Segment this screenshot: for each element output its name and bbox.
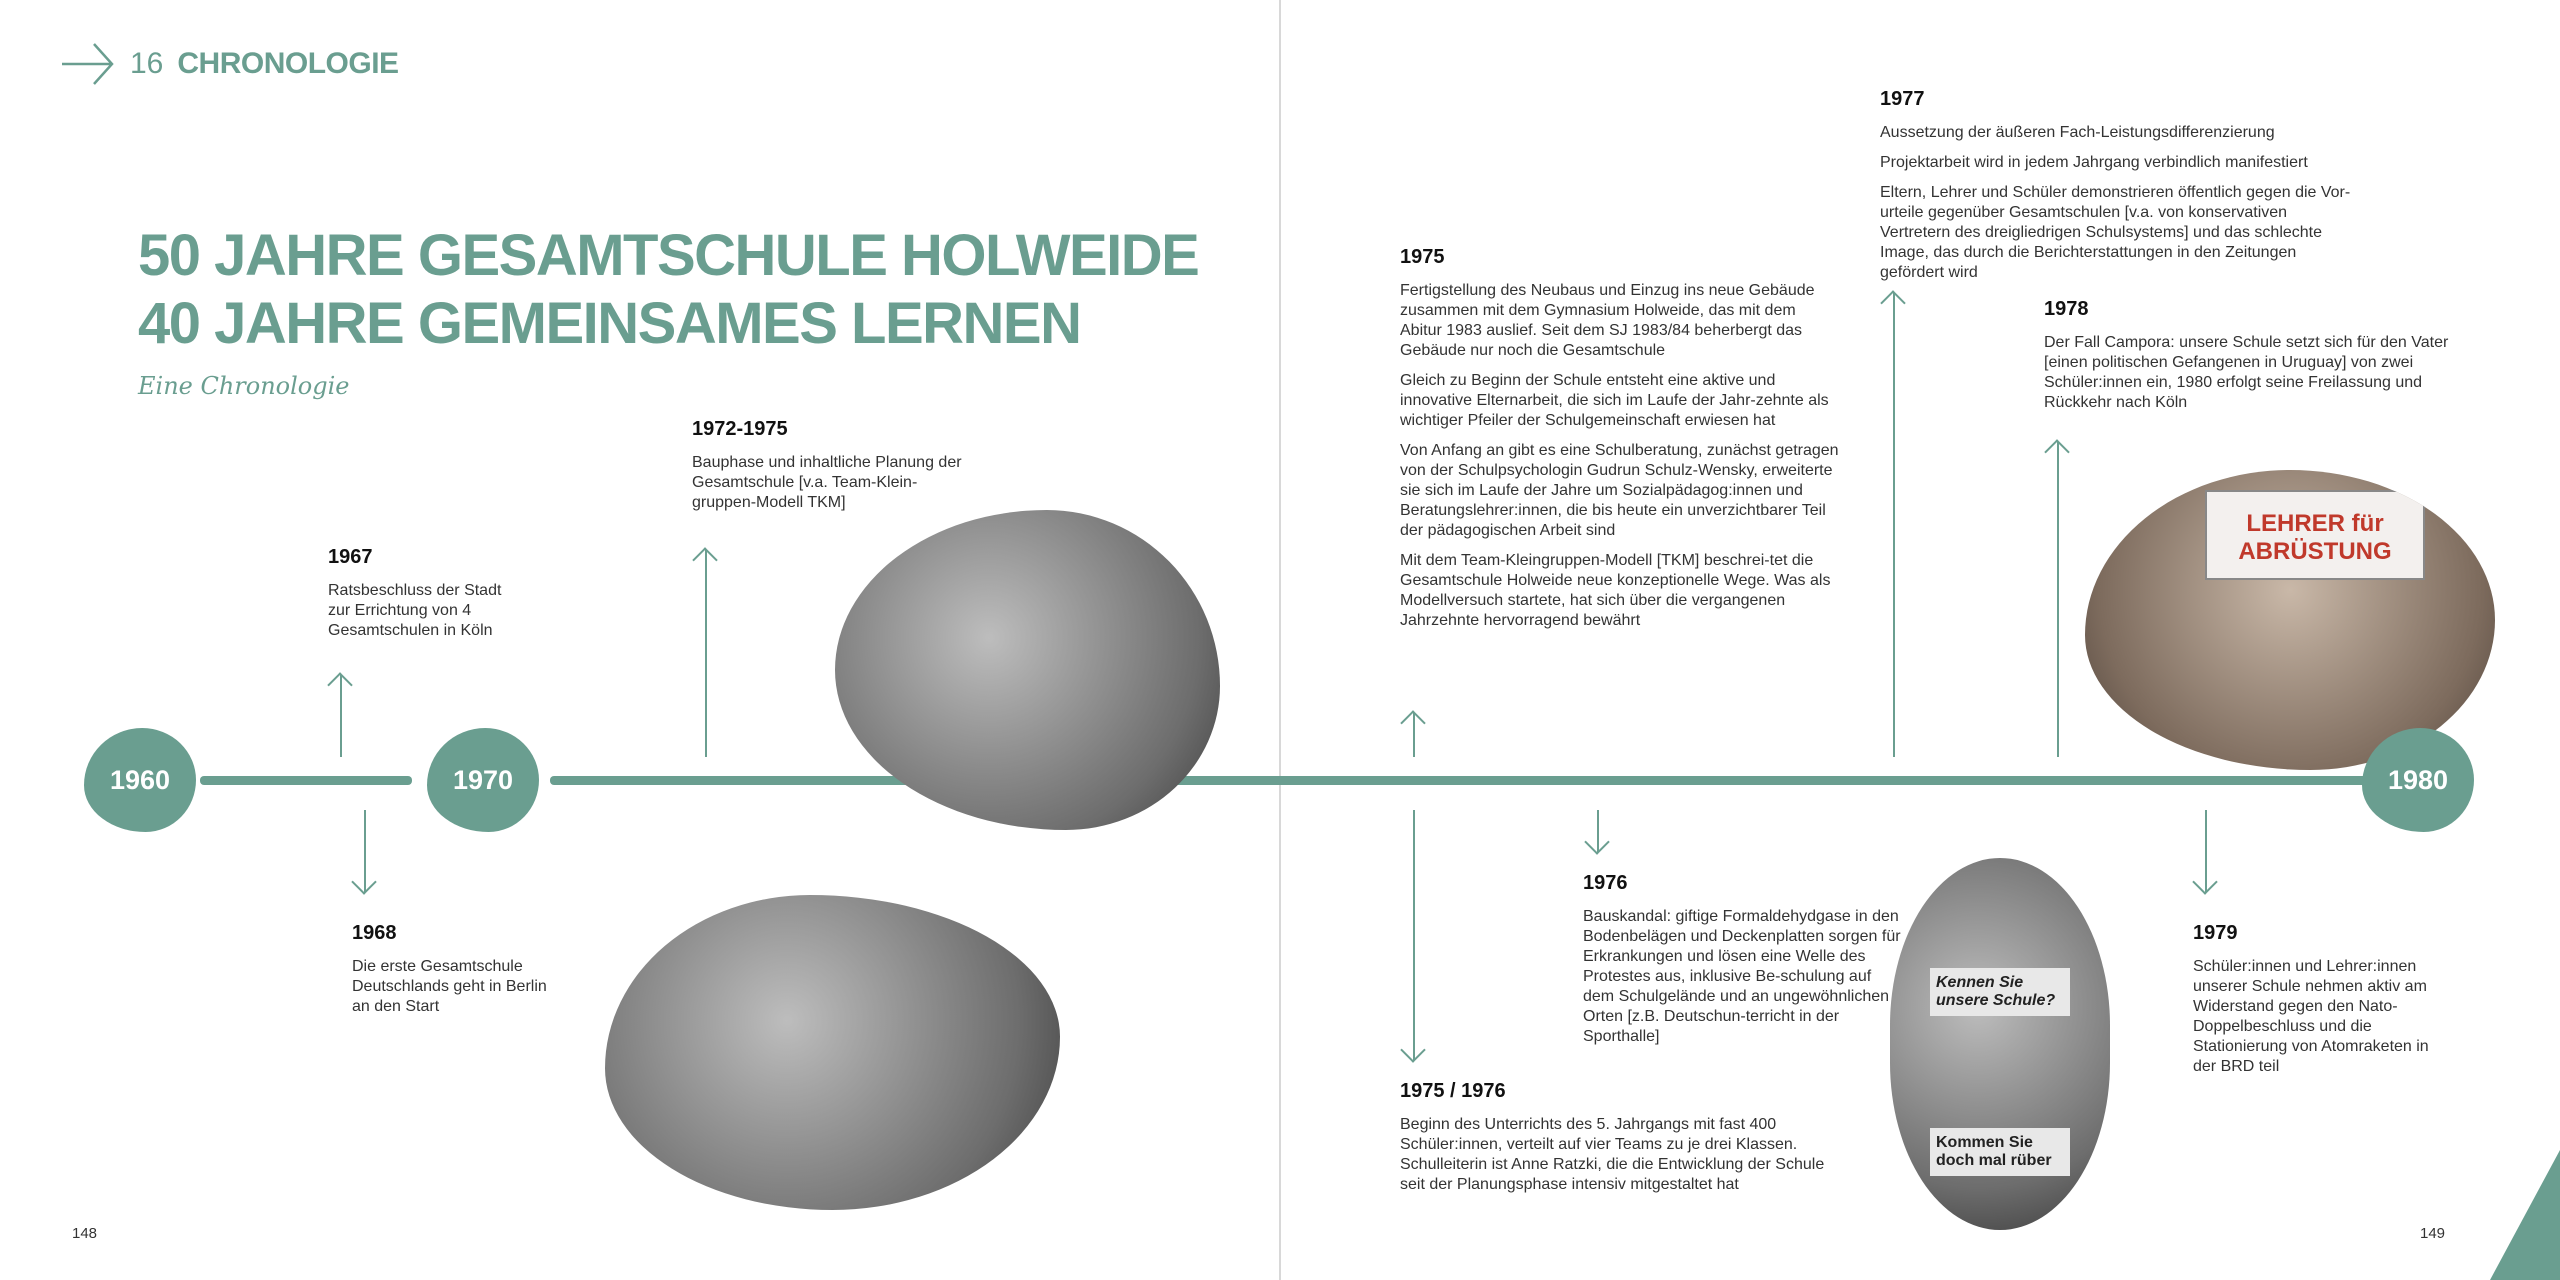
entry-text: Von Anfang an gibt es eine Schulberatung, zunächst getragen von der Schulpsychologin Gudrun Schulz-Wensky, erweiterte sie sich im Laufe der Jahre um Sozialpädagog:innen und Beratungslehrer:innen, die bis heute ein unverzichtbarer Teil der pädagogischen Arbeit sind xyxy=(1400,442,1839,539)
arrow-right-icon xyxy=(60,40,116,88)
entry-year: 1976 xyxy=(1583,872,1628,894)
chapter-title: CHRONOLOGIE xyxy=(177,47,399,80)
year-marker-1970: 1970 xyxy=(427,728,539,832)
protest-banner: LEHRER für ABRÜSTUNG xyxy=(2205,490,2425,580)
arrow-up-icon xyxy=(705,550,707,757)
page-gutter xyxy=(1279,0,1281,1280)
arrow-up-icon xyxy=(1893,293,1895,757)
entry-year: 1975 / 1976 xyxy=(1400,1080,1506,1102)
photo-protest xyxy=(2085,470,2495,770)
arrow-up-icon xyxy=(1413,713,1415,757)
arrow-up-icon xyxy=(340,675,342,757)
arrow-up-icon xyxy=(2057,442,2059,757)
entry-1976 xyxy=(1583,872,1903,1057)
entry-year: 1975 xyxy=(1400,246,1445,268)
entry-text: Der Fall Campora: unsere Schule setzt sich für den Vater [einen politischen Gefangenen in Uruguay] von zwei Schüler:innen ein, 1980 erfolgt seine Freilassung und Rückkehr nach Köln xyxy=(2044,334,2449,411)
entry-text: Die erste Gesamtschule Deutschlands geht in Berlin an den Start xyxy=(352,958,547,1015)
arrow-down-icon xyxy=(364,810,366,892)
arrow-down-icon xyxy=(2205,810,2207,892)
entry-text: Eltern, Lehrer und Schüler demonstrieren öffentlich gegen die Vor-urteile gegenüber Gesamtschulen [v.a. von konservativen Vertretern des dreigliedrigen Schulsystems] und das schlechte Image, das durch die Berichterstattungen in den Zeitungen gefördert wird xyxy=(1880,184,2351,281)
entry-year: 1972-1975 xyxy=(692,418,788,440)
entry-1975 xyxy=(1400,246,1840,641)
chapter-number: 16 xyxy=(130,47,164,80)
entry-1975-1976 xyxy=(1400,1080,1840,1205)
timeline-line xyxy=(550,776,2370,785)
poster-bottom-text: Kommen Sie doch mal rüber xyxy=(1930,1128,2070,1176)
chapter-header xyxy=(60,40,399,88)
entry-1977 xyxy=(1880,88,2360,293)
entry-text: Fertigstellung des Neubaus und Einzug ins neue Gebäude zusammen mit dem Gymnasium Holweide, das mit dem Abitur 1983 auslief. Seit dem SJ 1983/84 beherbergt das Gebäude nur noch die Gesamtschule xyxy=(1400,282,1815,359)
entry-1979 xyxy=(2193,922,2453,1087)
entry-text: Mit dem Team-Kleingruppen-Modell [TKM] beschrei-tet die Gesamtschule Holweide neue konzeptionelle Wege. Was als Modellversuch startete, hat sich über die vergangenen Jahrzehnte hervorragend bewährt xyxy=(1400,552,1831,629)
arrow-down-icon xyxy=(1597,810,1599,852)
photo-poster xyxy=(1890,858,2110,1230)
entry-text: Gleich zu Beginn der Schule entsteht eine aktive und innovative Elternarbeit, die sich im Laufe der Jahr-zehnte als wichtiger Pfeiler der Schulgemeinschaft erwiesen hat xyxy=(1400,372,1829,429)
entry-text: Aussetzung der äußeren Fach-Leistungsdifferenzierung xyxy=(1880,124,2275,141)
entry-text: Bauphase und inhaltliche Planung der Gesamtschule [v.a. Team-Klein-gruppen-Modell TKM] xyxy=(692,454,962,511)
entry-1968 xyxy=(352,922,562,1027)
photo-construction-site xyxy=(605,895,1060,1210)
corner-decoration xyxy=(2490,1150,2560,1280)
entry-text: Projektarbeit wird in jedem Jahrgang verbindlich manifestiert xyxy=(1880,154,2308,171)
entry-year: 1978 xyxy=(2044,298,2089,320)
page-title xyxy=(138,222,1198,358)
entry-text: Bauskandal: giftige Formaldehydgase in den Bodenbelägen und Deckenplatten sorgen für Erkrankungen und lösen eine Welle des Protestes aus, inklusive Be-schulung auf dem Schulgelände und an ungewöhnlichen Orten [z.B. Deutschun-terricht in der Sporthalle] xyxy=(1583,908,1901,1045)
page-number-right: 149 xyxy=(2420,1225,2446,1242)
year-marker-1960: 1960 xyxy=(84,728,196,832)
entry-text: Beginn des Unterrichts des 5. Jahrgangs mit fast 400 Schüler:innen, verteilt auf vier Teams zu je drei Klassen. Schulleiterin ist Anne Ratzki, die die Entwicklung der Schule seit der Planungsphase intensiv mitgestaltet hat xyxy=(1400,1116,1825,1193)
page-subtitle: Eine Chronologie xyxy=(138,372,350,400)
year-marker-1980: 1980 xyxy=(2362,728,2474,832)
poster-top-text: Kennen Sie unsere Schule? xyxy=(1930,968,2070,1016)
entry-text: Ratsbeschluss der Stadt zur Errichtung von 4 Gesamtschulen in Köln xyxy=(328,582,502,639)
entry-year: 1968 xyxy=(352,922,397,944)
entry-year: 1977 xyxy=(1880,88,1925,110)
entry-year: 1967 xyxy=(328,546,373,568)
entry-1967 xyxy=(328,546,528,651)
entry-text: Schüler:innen und Lehrer:innen unserer Schule nehmen aktiv am Widerstand gegen den Nato-Doppelbeschluss und die Stationierung von Atomraketen in der BRD teil xyxy=(2193,958,2429,1075)
entry-1972-1975 xyxy=(692,418,972,523)
title-line-2: 40 JAHRE GEMEINSAMES LERNEN xyxy=(138,291,1081,356)
entry-year: 1979 xyxy=(2193,922,2238,944)
title-line-1: 50 JAHRE GESAMTSCHULE HOLWEIDE xyxy=(138,223,1199,288)
page-number-left: 148 xyxy=(72,1225,98,1242)
timeline-line xyxy=(200,776,412,785)
entry-1978 xyxy=(2044,298,2494,423)
arrow-down-icon xyxy=(1413,810,1415,1060)
